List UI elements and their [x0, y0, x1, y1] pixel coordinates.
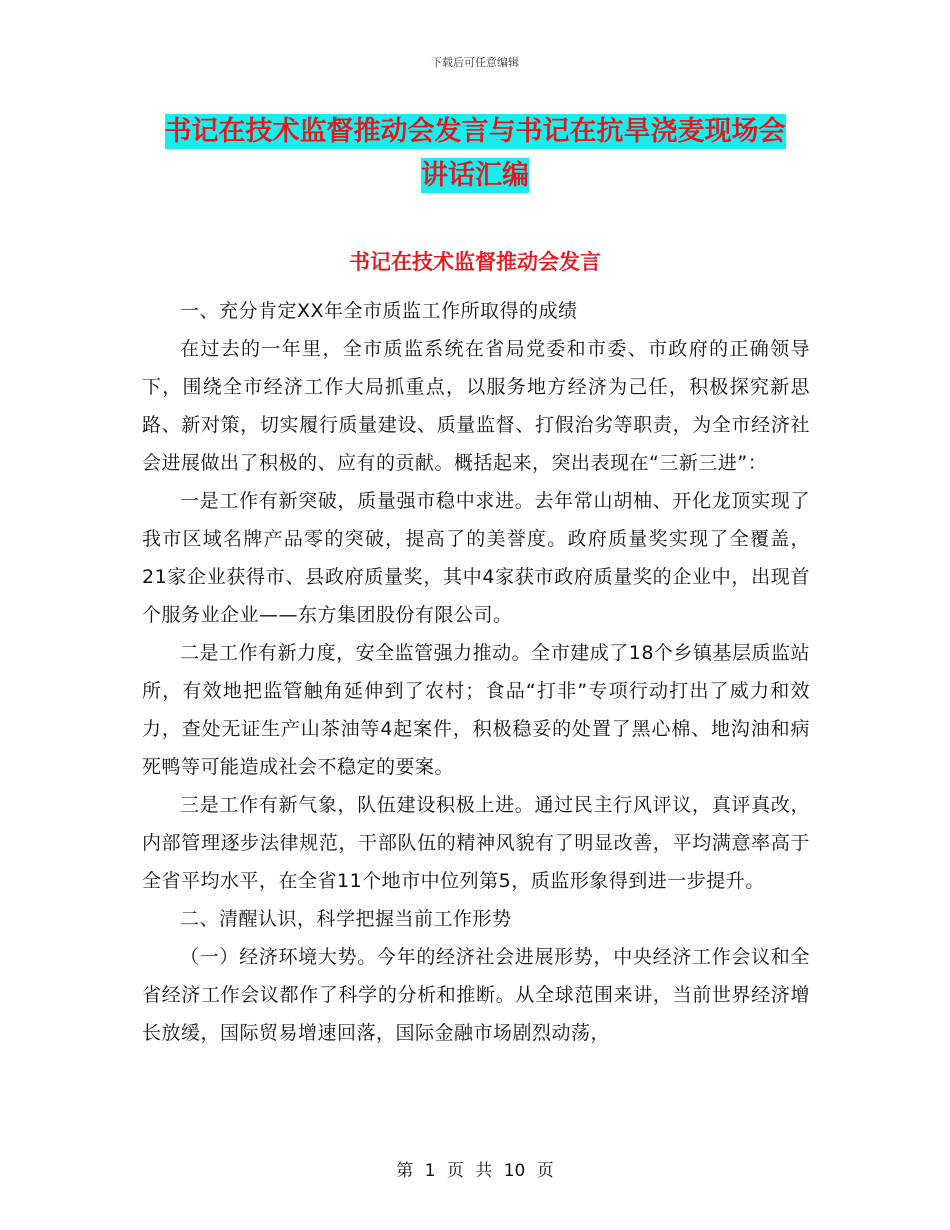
- document-body: [142, 292, 810, 1052]
- document-title: [140, 110, 810, 198]
- heading-achievements: 一、充分肯定XX年全市质监工作所取得的成绩: [180, 300, 578, 322]
- page-number: 第 1 页 共 10 页: [396, 1161, 554, 1181]
- header-note: 下载后可任意编辑: [431, 56, 519, 69]
- paragraph: 三是工作有新气象，队伍建设积极上进。通过民主行风评议，真评真改，内部管理逐步法律规范，干部队伍的精神风貌有了明显改善，平均满意率高于全省平均水平，在全省11个地市中位列第5，质监形象得到进一步提升。: [142, 794, 810, 892]
- document-title-line-1: 书记在技术监督推动会发言与书记在抗旱浇麦现场会: [164, 116, 786, 147]
- heading-situation: 二、清醒认识，科学把握当前工作形势: [180, 908, 512, 930]
- paragraph: 一是工作有新突破，质量强市稳中求进。去年常山胡柚、开化龙顶实现了我市区域名牌产品零的突破，提高了的美誉度。政府质量奖实现了全覆盖，21家企业获得市、县政府质量奖，其中4家获市政府质量奖的企业中，出现首个服务业企业——东方集团股份有限公司。: [142, 490, 810, 626]
- paragraph: （一）经济环境大势。今年的经济社会进展形势，中央经济工作会议和全省经济工作会议都作了科学的分析和推断。从全球范围来讲，当前世界经济增长放缓，国际贸易增速回落，国际金融市场剧烈动荡，: [142, 946, 810, 1044]
- paragraph: 二是工作有新力度，安全监管强力推动。全市建成了18个乡镇基层质监站所，有效地把监管触角延伸到了农村；食品“打非”专项行动打出了威力和效力，查处无证生产山茶油等4起案件，积极稳妥的处置了黑心棉、地沟油和病死鸭等可能造成社会不稳定的要案。: [142, 642, 810, 778]
- section-title: 书记在技术监督推动会发言: [349, 249, 601, 274]
- document-title-line-2: 讲话汇编: [421, 160, 529, 191]
- paragraph: 在过去的一年里，全市质监系统在省局党委和市委、市政府的正确领导下，围绕全市经济工作大局抓重点，以服务地方经济为己任，积极探究新思路、新对策，切实履行质量建设、质量监督、打假治劣等职责，为全市经济社会进展做出了积极的、应有的贡献。概括起来，突出表现在“三新三进”：: [142, 338, 810, 474]
